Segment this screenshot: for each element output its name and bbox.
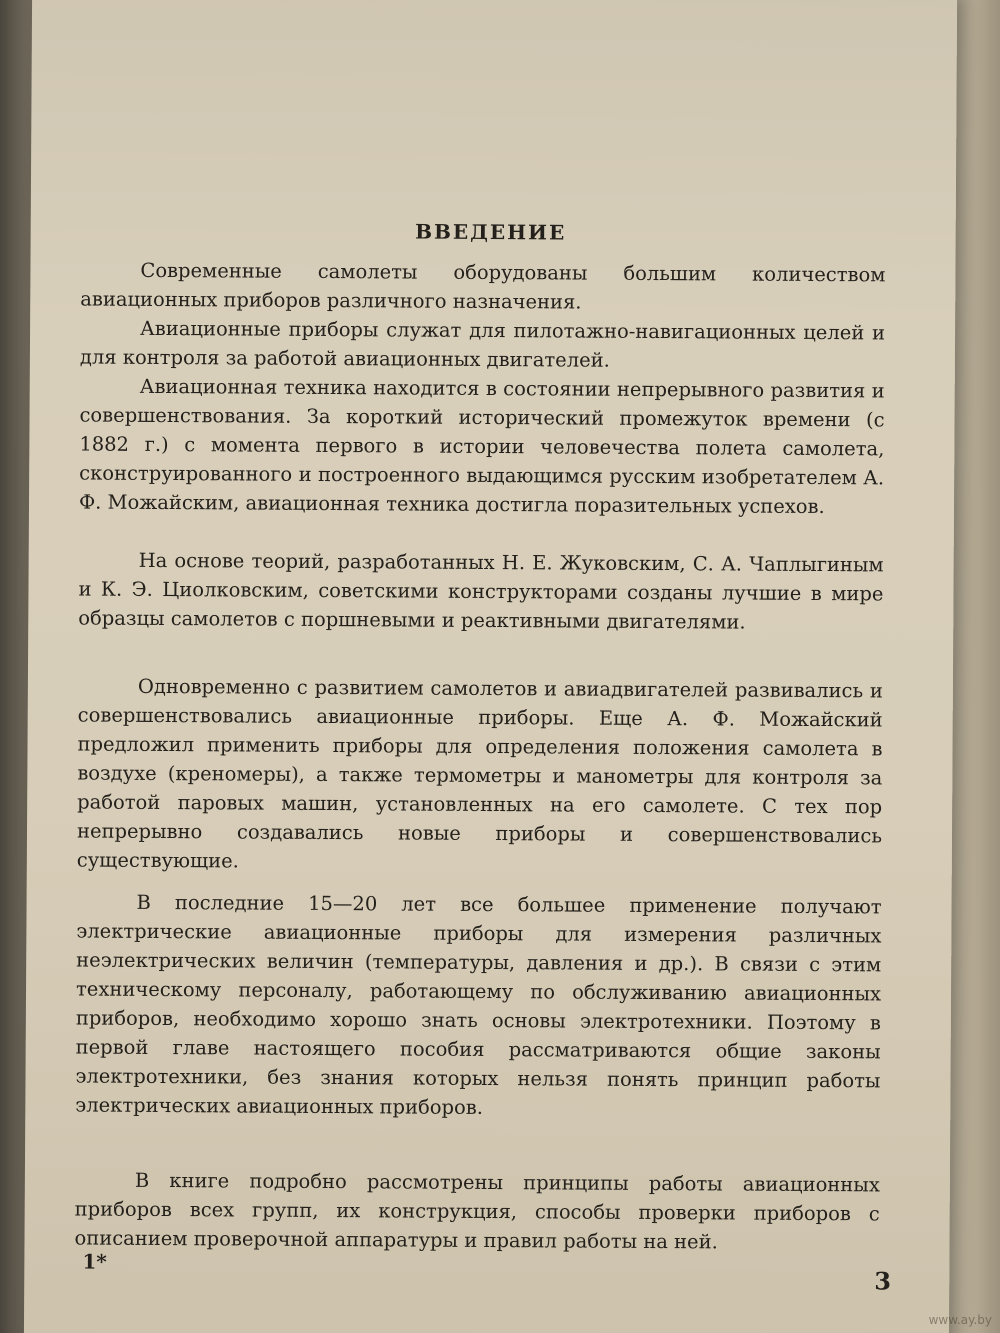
- paragraph-7: В книге подробно рассмотрены принципы работы авиационных приборов всех групп, их конструкция, способы проверки приборов с описанием проверочной аппаратуры и правил работы на ней.: [74, 1168, 880, 1253]
- paragraph-4: На основе теорий, разработанных Н. Е. Жуковским, С. А. Чаплыгиным и К. Э. Циолковским, советскими конструкторами созданы лучшие в мире образцы самолетов с поршневыми и реактивными двигателями.: [78, 548, 884, 634]
- paragraph-5: Одновременно с развитием самолетов и авиадвигателей развивались и совершенствовались авиационные приборы. Еще А. Ф. Можайский предложил применить приборы для определения положения самолета в воздухе (креномеры), а также термометры и манометры для контроля за работой паровых машин, установленных на его самолете. С тех пор непрерывно создавались новые приборы и совершенствовались существующие.: [76, 674, 883, 872]
- watermark: www.ay.by: [928, 1313, 992, 1327]
- page-title: ВВЕДЕНИЕ: [415, 219, 567, 245]
- paragraph-3: Авиационная техника находится в состоянии непрерывного развития и совершенствования. За короткий исторический промежуток времени (с 1882 г.) с момента первого в истории человечества полета самолета, сконструированного и построенного выдающимся русским изобретателем А. Ф. Можайским, авиационная техника достигла поразительных успехов.: [78, 374, 885, 518]
- signature-mark: 1*: [82, 1249, 107, 1274]
- paragraph-2: Авиационные приборы служат для пилотажно-навигационных целей и для контроля за работой авиационных двигателей.: [79, 316, 886, 372]
- page-content: [74, 0, 902, 1325]
- book-page: [24, 0, 957, 1333]
- paragraph-6: В последние 15—20 лет все большее применение получают электрические авиационные приборы для измерения различных неэлектрических величин (температуры, давления и др.). В связи с этим техническому персоналу, работающему по обслуживанию авиационных приборов, необходимо хорошо знать основы электротехники. Поэтому в первой главе настоящего пособия рассматриваются общие законы электротехники, без знания которых нельзя понять принцип работы электрических авиационных приборов.: [75, 890, 882, 1119]
- page-number: 3: [874, 1266, 892, 1296]
- paragraph-1: Современные самолеты оборудованы большим количеством авиационных приборов различного назначения.: [80, 258, 886, 314]
